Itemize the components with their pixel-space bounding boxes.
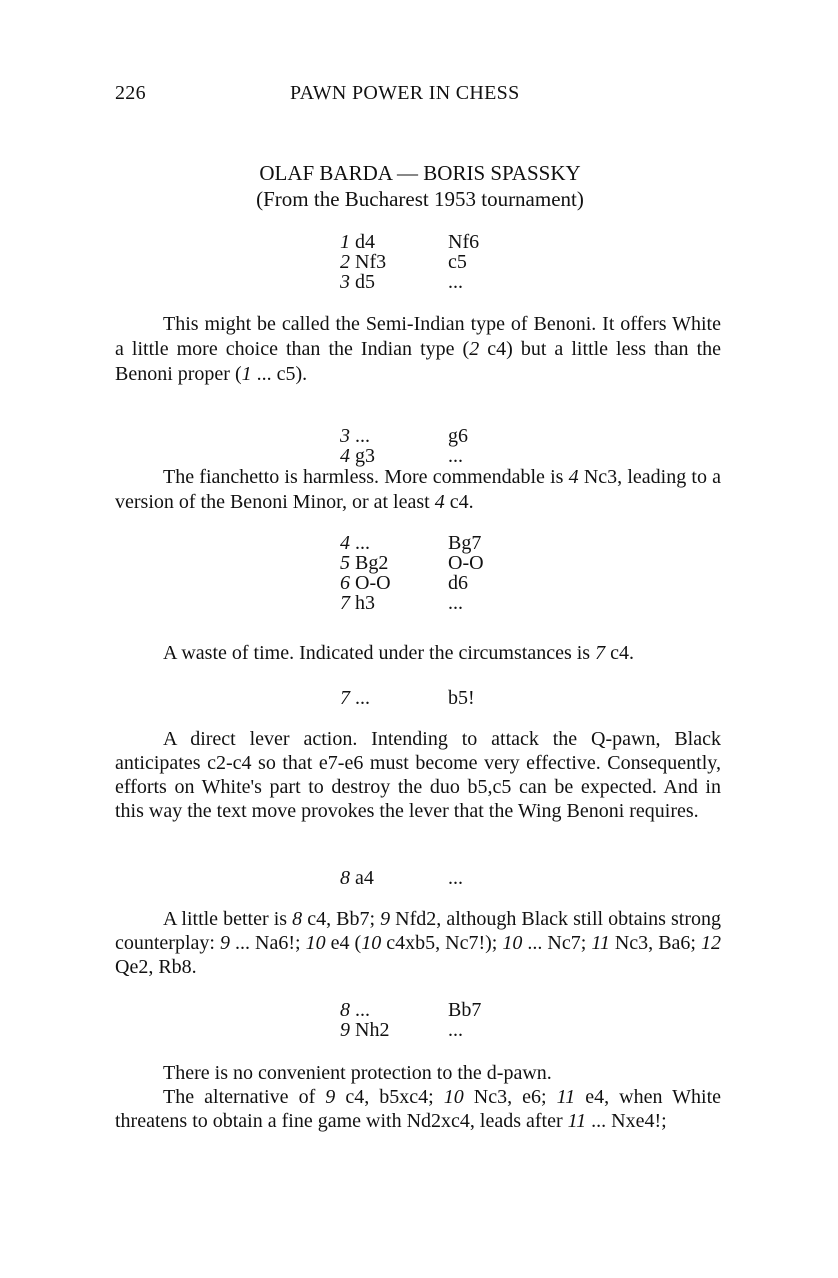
move-number: 4	[340, 532, 350, 554]
commentary-paragraph: A little better is 8 c4, Bb7; 9 Nfd2, although Black still obtains strong counterplay: 9 ... Na6!; 10 e4 (10 c4xb5, Nc7!); 10 ... Nc7; 11 Nc3, Ba6; 12 Qe2, Rb8.	[115, 908, 721, 978]
black-move: ...	[448, 867, 463, 889]
page-number: 226	[115, 82, 146, 104]
white-move: ...	[355, 999, 370, 1021]
move-block-2	[340, 426, 468, 466]
move-number: 7	[340, 592, 350, 614]
move-row	[340, 232, 479, 252]
black-move: d6	[448, 572, 468, 594]
move-number: 9	[340, 1019, 350, 1041]
move-row	[340, 688, 475, 708]
white-move: ...	[355, 687, 370, 709]
move-number: 8	[340, 867, 350, 889]
white-move: g3	[355, 445, 375, 467]
white-move: Nh2	[355, 1019, 390, 1041]
black-move: ...	[448, 592, 463, 614]
game-players: OLAF BARDA — BORIS SPASSKY	[259, 161, 581, 185]
commentary-paragraph: The fianchetto is harmless. More commendable is 4 Nc3, leading to a version of the Benoni Minor, or at least 4 c4.	[115, 466, 722, 513]
white-move: d5	[355, 271, 375, 293]
white-move: Bg2	[355, 552, 389, 574]
move-row	[340, 1000, 481, 1020]
move-block-4	[340, 688, 475, 708]
move-row	[340, 533, 484, 553]
move-row	[340, 446, 468, 466]
move-number: 3	[340, 271, 350, 293]
move-number: 6	[340, 572, 350, 594]
move-number: 3	[340, 425, 350, 447]
commentary-paragraph: A waste of time. Indicated under the circumstances is 7 c4.	[163, 642, 634, 664]
black-move: O-O	[448, 552, 484, 574]
move-row	[340, 868, 463, 888]
game-heading	[115, 160, 725, 212]
move-number: 4	[340, 445, 350, 467]
move-number: 5	[340, 552, 350, 574]
game-source: (From the Bucharest 1953 tournament)	[256, 187, 584, 211]
move-row	[340, 1020, 481, 1040]
black-move: ...	[448, 1019, 463, 1041]
move-row	[340, 252, 479, 272]
running-head: PAWN POWER IN CHESS	[290, 82, 520, 104]
move-row	[340, 573, 484, 593]
white-move: Nf3	[355, 251, 387, 273]
move-row	[340, 272, 479, 292]
black-move: c5	[448, 251, 467, 273]
move-number: 8	[340, 999, 350, 1021]
move-block-3	[340, 533, 484, 613]
commentary-paragraph: A direct lever action. Intending to attack the Q-pawn, Black anticipates c2-c4 so that e7-e6 must become very effective. Consequently, efforts on White's part to destroy the duo b5,c5 can be expected. And in this way the text move provokes the lever that the Wing Benoni requires.	[115, 728, 721, 822]
black-move: g6	[448, 425, 468, 447]
white-move: a4	[355, 867, 374, 889]
commentary-paragraph: This might be called the Semi-Indian type of Benoni. It offers White a little more choice than the Indian type (2 c4) but a little less than the Benoni proper (1 ... c5).	[115, 313, 722, 385]
move-number: 2	[340, 251, 350, 273]
move-block-1	[340, 232, 479, 292]
move-row	[340, 593, 484, 613]
move-block-5	[340, 868, 463, 888]
move-row	[340, 426, 468, 446]
white-move: O-O	[355, 572, 391, 594]
black-move: b5!	[448, 687, 475, 709]
white-move: ...	[355, 425, 370, 447]
commentary-paragraph: The alternative of 9 c4, b5xc4; 10 Nc3, e6; 11 e4, when White threatens to obtain a fine game with Nd2xc4, leads after 11 ... Nxe4!;	[115, 1086, 721, 1132]
black-move: ...	[448, 271, 463, 293]
move-block-6	[340, 1000, 481, 1040]
black-move: ...	[448, 445, 463, 467]
page-header	[115, 82, 725, 108]
black-move: Bg7	[448, 532, 482, 554]
move-number: 7	[340, 687, 350, 709]
white-move: d4	[355, 231, 375, 253]
move-number: 1	[340, 231, 350, 253]
commentary-paragraph: There is no convenient protection to the d-pawn.	[163, 1062, 552, 1084]
black-move: Nf6	[448, 231, 480, 253]
white-move: h3	[355, 592, 375, 614]
white-move: ...	[355, 532, 370, 554]
black-move: Bb7	[448, 999, 482, 1021]
move-row	[340, 553, 484, 573]
